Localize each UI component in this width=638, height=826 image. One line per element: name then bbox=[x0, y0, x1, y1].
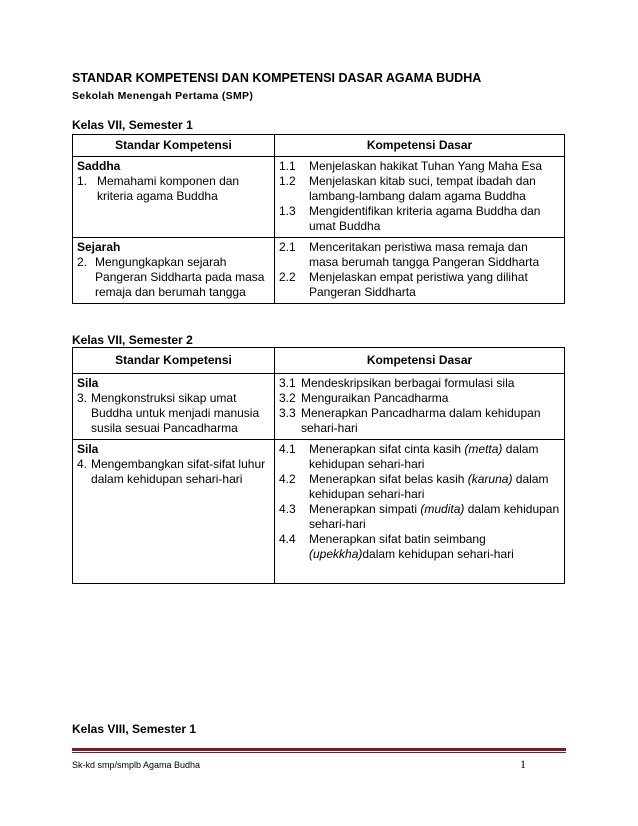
document-subtitle: Sekolah Menengah Pertama (SMP) bbox=[72, 90, 254, 102]
kd-text: Menerapkan sifat batin seimbang (upekkha)dalam kehidupan sehari-hari bbox=[309, 532, 514, 561]
kd-text: Menceritakan peristiwa masa remaja dan masa berumah tangga Pangeran Siddharta bbox=[309, 240, 540, 269]
kd-cell bbox=[275, 157, 565, 238]
kd-cell bbox=[275, 440, 565, 584]
kd-item bbox=[279, 472, 560, 502]
sk-cell bbox=[73, 440, 275, 584]
kd-text: Mendeskripsikan berbagai formulasi sila bbox=[301, 376, 515, 390]
kd-number: 3.3 bbox=[279, 406, 296, 420]
kd-item bbox=[279, 159, 560, 174]
kd-text: Menjelaskan hakikat Tuhan Yang Maha Esa bbox=[309, 159, 543, 173]
kd-number: 2.1 bbox=[279, 240, 296, 254]
sk-text: Mengungkapkan sejarah Pangeran Siddharta pada masa remaja dan berumah tangga bbox=[95, 255, 265, 299]
column-header-kompetensi-dasar: Kompetensi Dasar bbox=[275, 135, 565, 157]
section-heading-kelas-vii-sem-1: Kelas VII, Semester 1 bbox=[72, 118, 193, 132]
kd-number: 1.1 bbox=[279, 159, 296, 173]
kd-item bbox=[279, 204, 560, 234]
table-header-row bbox=[73, 135, 565, 157]
kd-number: 3.1 bbox=[279, 376, 296, 390]
sk-cell bbox=[73, 374, 275, 440]
page-number: 1 bbox=[520, 757, 526, 771]
competency-table-kelas-vii-sem-2 bbox=[72, 347, 565, 584]
sk-number: 2. bbox=[77, 255, 88, 269]
sk-item bbox=[77, 457, 270, 487]
topic-label: Sila bbox=[77, 442, 99, 456]
document-title: STANDAR KOMPETENSI DAN KOMPETENSI DASAR AGAMA BUDHA bbox=[72, 71, 482, 85]
kd-text: Menerapkan sifat cinta kasih (metta) dalam kehidupan sehari-hari bbox=[309, 442, 539, 471]
kd-number: 4.2 bbox=[279, 472, 296, 486]
table-row bbox=[73, 157, 565, 238]
sk-number: 1. bbox=[77, 174, 88, 188]
table-row bbox=[73, 440, 565, 584]
kd-number: 3.2 bbox=[279, 391, 296, 405]
footer-divider bbox=[72, 748, 566, 751]
kd-text: Menjelaskan kitab suci, tempat ibadah dan lambang-lambang dalam agama Buddha bbox=[309, 174, 536, 203]
kd-item bbox=[279, 376, 560, 391]
kd-item bbox=[279, 240, 560, 270]
sk-number: 3. bbox=[77, 391, 88, 405]
section-heading-kelas-vii-sem-2: Kelas VII, Semester 2 bbox=[72, 333, 193, 347]
kd-number: 4.3 bbox=[279, 502, 296, 516]
kd-item bbox=[279, 502, 560, 532]
kd-text: Menguraikan Pancadharma bbox=[301, 391, 449, 405]
table-row bbox=[73, 238, 565, 304]
kd-number: 4.4 bbox=[279, 532, 296, 546]
topic-label: Sejarah bbox=[77, 240, 121, 254]
sk-item bbox=[77, 255, 270, 300]
kd-item bbox=[279, 270, 560, 300]
table-header-row bbox=[73, 348, 565, 374]
table-row bbox=[73, 374, 565, 440]
kd-item bbox=[279, 174, 560, 204]
column-header-standar-kompetensi: Standar Kompetensi bbox=[73, 135, 275, 157]
sk-text: Mengkonstruksi sikap umat Buddha untuk menjadi manusia susila sesuai Pancadharma bbox=[91, 391, 260, 435]
kd-text: Menerapkan simpati (mudita) dalam kehidupan sehari-hari bbox=[309, 502, 560, 531]
kd-text: Menjelaskan empat peristiwa yang dilihat Pangeran Siddharta bbox=[309, 270, 528, 299]
kd-number: 1.2 bbox=[279, 174, 296, 188]
sk-text: Mengembangkan sifat-sifat luhur dalam kehidupan sehari-hari bbox=[91, 457, 266, 486]
kd-cell bbox=[275, 238, 565, 304]
kd-number: 2.2 bbox=[279, 270, 296, 284]
kd-item bbox=[279, 532, 560, 562]
sk-item bbox=[77, 391, 270, 436]
footer-text: Sk-kd smp/smplb Agama Budha bbox=[72, 760, 201, 770]
kd-text: Menerapkan sifat belas kasih (karuna) dalam kehidupan sehari-hari bbox=[309, 472, 549, 501]
sk-cell bbox=[73, 238, 275, 304]
column-header-kompetensi-dasar: Kompetensi Dasar bbox=[275, 348, 565, 374]
kd-cell bbox=[275, 374, 565, 440]
footer-divider-thin bbox=[72, 752, 566, 753]
section-heading-kelas-viii-sem-1: Kelas VIII, Semester 1 bbox=[72, 722, 197, 736]
kd-item bbox=[279, 391, 560, 406]
sk-cell bbox=[73, 157, 275, 238]
topic-label: Saddha bbox=[77, 159, 121, 173]
sk-item bbox=[77, 174, 270, 204]
kd-number: 4.1 bbox=[279, 442, 296, 456]
kd-item bbox=[279, 406, 560, 436]
sk-text: Memahami komponen dan kriteria agama Buddha bbox=[97, 174, 240, 203]
kd-item bbox=[279, 442, 560, 472]
column-header-standar-kompetensi: Standar Kompetensi bbox=[73, 348, 275, 374]
kd-text: Menerapkan Pancadharma dalam kehidupan sehari-hari bbox=[301, 406, 541, 435]
kd-number: 1.3 bbox=[279, 204, 296, 218]
topic-label: Sila bbox=[77, 376, 99, 390]
sk-number: 4. bbox=[77, 457, 88, 471]
competency-table-kelas-vii-sem-1 bbox=[72, 134, 565, 304]
kd-text: Mengidentifikan kriteria agama Buddha dan umat Buddha bbox=[309, 204, 541, 233]
